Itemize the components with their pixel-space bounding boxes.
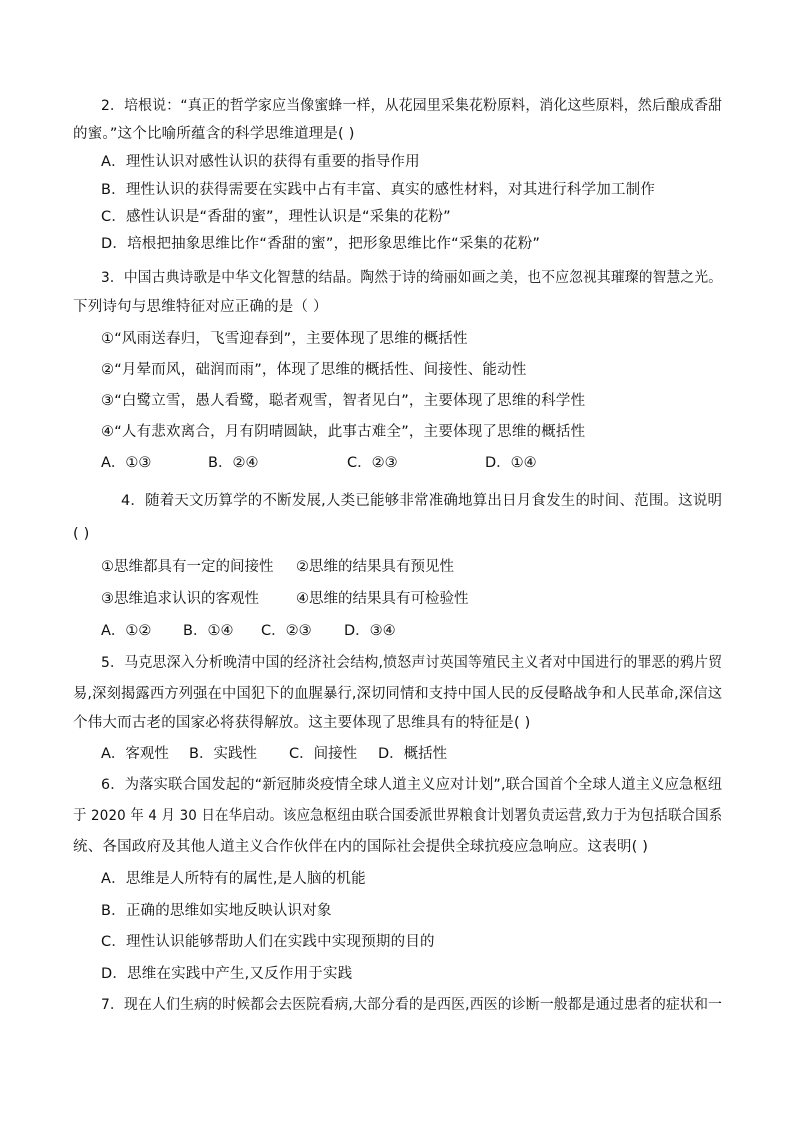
q4-statement-3: ③思维追求认识的客观性: [101, 591, 259, 607]
q2-stem-line1: 2．培根说：“真正的哲学家应当像蜜蜂一样，从花园里采集花粉原料，消化这些原料，然后酿成香甜: [101, 98, 723, 114]
q4-option-b: B．①④: [183, 623, 234, 639]
q3-option-c: C．②③: [347, 455, 398, 471]
q5-option-c: C．间接性: [289, 746, 358, 762]
q2-option-c: C．感性认识是“香甜的蜜”，理性认识是“采集的花粉”: [101, 209, 451, 225]
q3-stem-line2: 下列诗句与思维特征对应正确的是（ ）: [73, 299, 328, 315]
q3-stem-line1: 3．中国古典诗歌是中华文化智慧的结晶。陶然于诗的绮丽如画之美，也不应忽视其璀璨的智慧之光。: [101, 270, 723, 286]
q6-option-a: A．思维是人所特有的属性,是人脑的机能: [101, 871, 366, 887]
q5-option-d: D．概括性: [378, 746, 448, 762]
q3-option-b: B．②④: [208, 455, 259, 471]
q5-stem-line3: 个伟大而古老的国家必将获得解放。这主要体现了思维具有的特征是( ): [73, 715, 531, 731]
q2-option-b: B．理性认识的获得需要在实践中占有丰富、真实的感性材料，对其进行科学加工制作: [101, 182, 656, 198]
q4-option-c: C．②③: [261, 623, 312, 639]
q2-option-d: D．培根把抽象思维比作“香甜的蜜”，把形象思维比作“采集的花粉”: [101, 236, 541, 252]
q3-statement-3: ③“白鹭立雪，愚人看鹭，聪者观雪，智者见白”，主要体现了思维的科学性: [101, 393, 586, 409]
q6-option-d: D．思维在实践中产生,又反作用于实践: [101, 966, 353, 982]
q4-stem-line1: 4．随着天文历算学的不断发展,人类已能够非常准确地算出日月食发生的时间、范围。这说明: [121, 493, 723, 509]
q4-statement-4: ④思维的结果具有可检验性: [296, 591, 469, 607]
q5-option-a: A．客观性: [101, 746, 169, 762]
q6-stem-line1: 6．为落实联合国发起的“新冠肺炎疫情全球人道主义应对计划”,联合国首个全球人道主义应急枢纽: [101, 777, 723, 793]
q3-option-d: D．①④: [485, 455, 537, 471]
q4-statement-2: ②思维的结果具有预见性: [296, 559, 454, 575]
q4-statement-1: ①思维都具有一定的间接性: [101, 559, 274, 575]
q6-stem-line2: 于 2020 年 4 月 30 日在华启动。该应急枢纽由联合国委派世界粮食计划署负责运营,致力于为包括联合国系: [73, 808, 723, 824]
q4-stem-line2: ( ): [73, 526, 90, 542]
q6-stem-line3: 统、各国政府及其他人道主义合作伙伴在内的国际社会提供全球抗疫应急响应。这表明( ): [73, 839, 649, 855]
q4-option-a: A．①②: [101, 623, 152, 639]
q3-option-a: A．①③: [101, 455, 152, 471]
q5-stem-line1: 5．马克思深入分析晚清中国的经济社会结构,愤怒声讨英国等殖民主义者对中国进行的罪恶的鸦片贸: [101, 655, 723, 671]
q6-option-b: B．正确的思维如实地反映认识对象: [101, 903, 332, 919]
q3-statement-4: ④“人有悲欢离合，月有阴晴圆缺，此事古难全”，主要体现了思维的概括性: [101, 424, 586, 440]
q5-stem-line2: 易,深刻揭露西方列强在中国犯下的血腥暴行,深切同情和支持中国人民的反侵略战争和人民革命,深信这: [73, 686, 723, 702]
q6-option-c: C．理性认识能够帮助人们在实践中实现预期的目的: [101, 934, 435, 950]
q4-option-d: D．③④: [344, 623, 396, 639]
q5-option-b: B．实践性: [189, 746, 257, 762]
q3-statement-2: ②“月晕而风，础润而雨”，体现了思维的概括性、间接性、能动性: [101, 362, 527, 378]
q2-stem-line2: 的蜜。”这个比喻所蕴含的科学思维道理是( ): [73, 126, 355, 142]
q2-option-a: A．理性认识对感性认识的获得有重要的指导作用: [101, 154, 420, 170]
q3-statement-1: ①“风雨送春归，飞雪迎春到”，主要体现了思维的概括性: [101, 331, 468, 347]
q7-stem-line1: 7．现在人们生病的时候都会去医院看病,大部分看的是西医,西医的诊断一般都是通过患者的症状和一: [101, 997, 723, 1013]
